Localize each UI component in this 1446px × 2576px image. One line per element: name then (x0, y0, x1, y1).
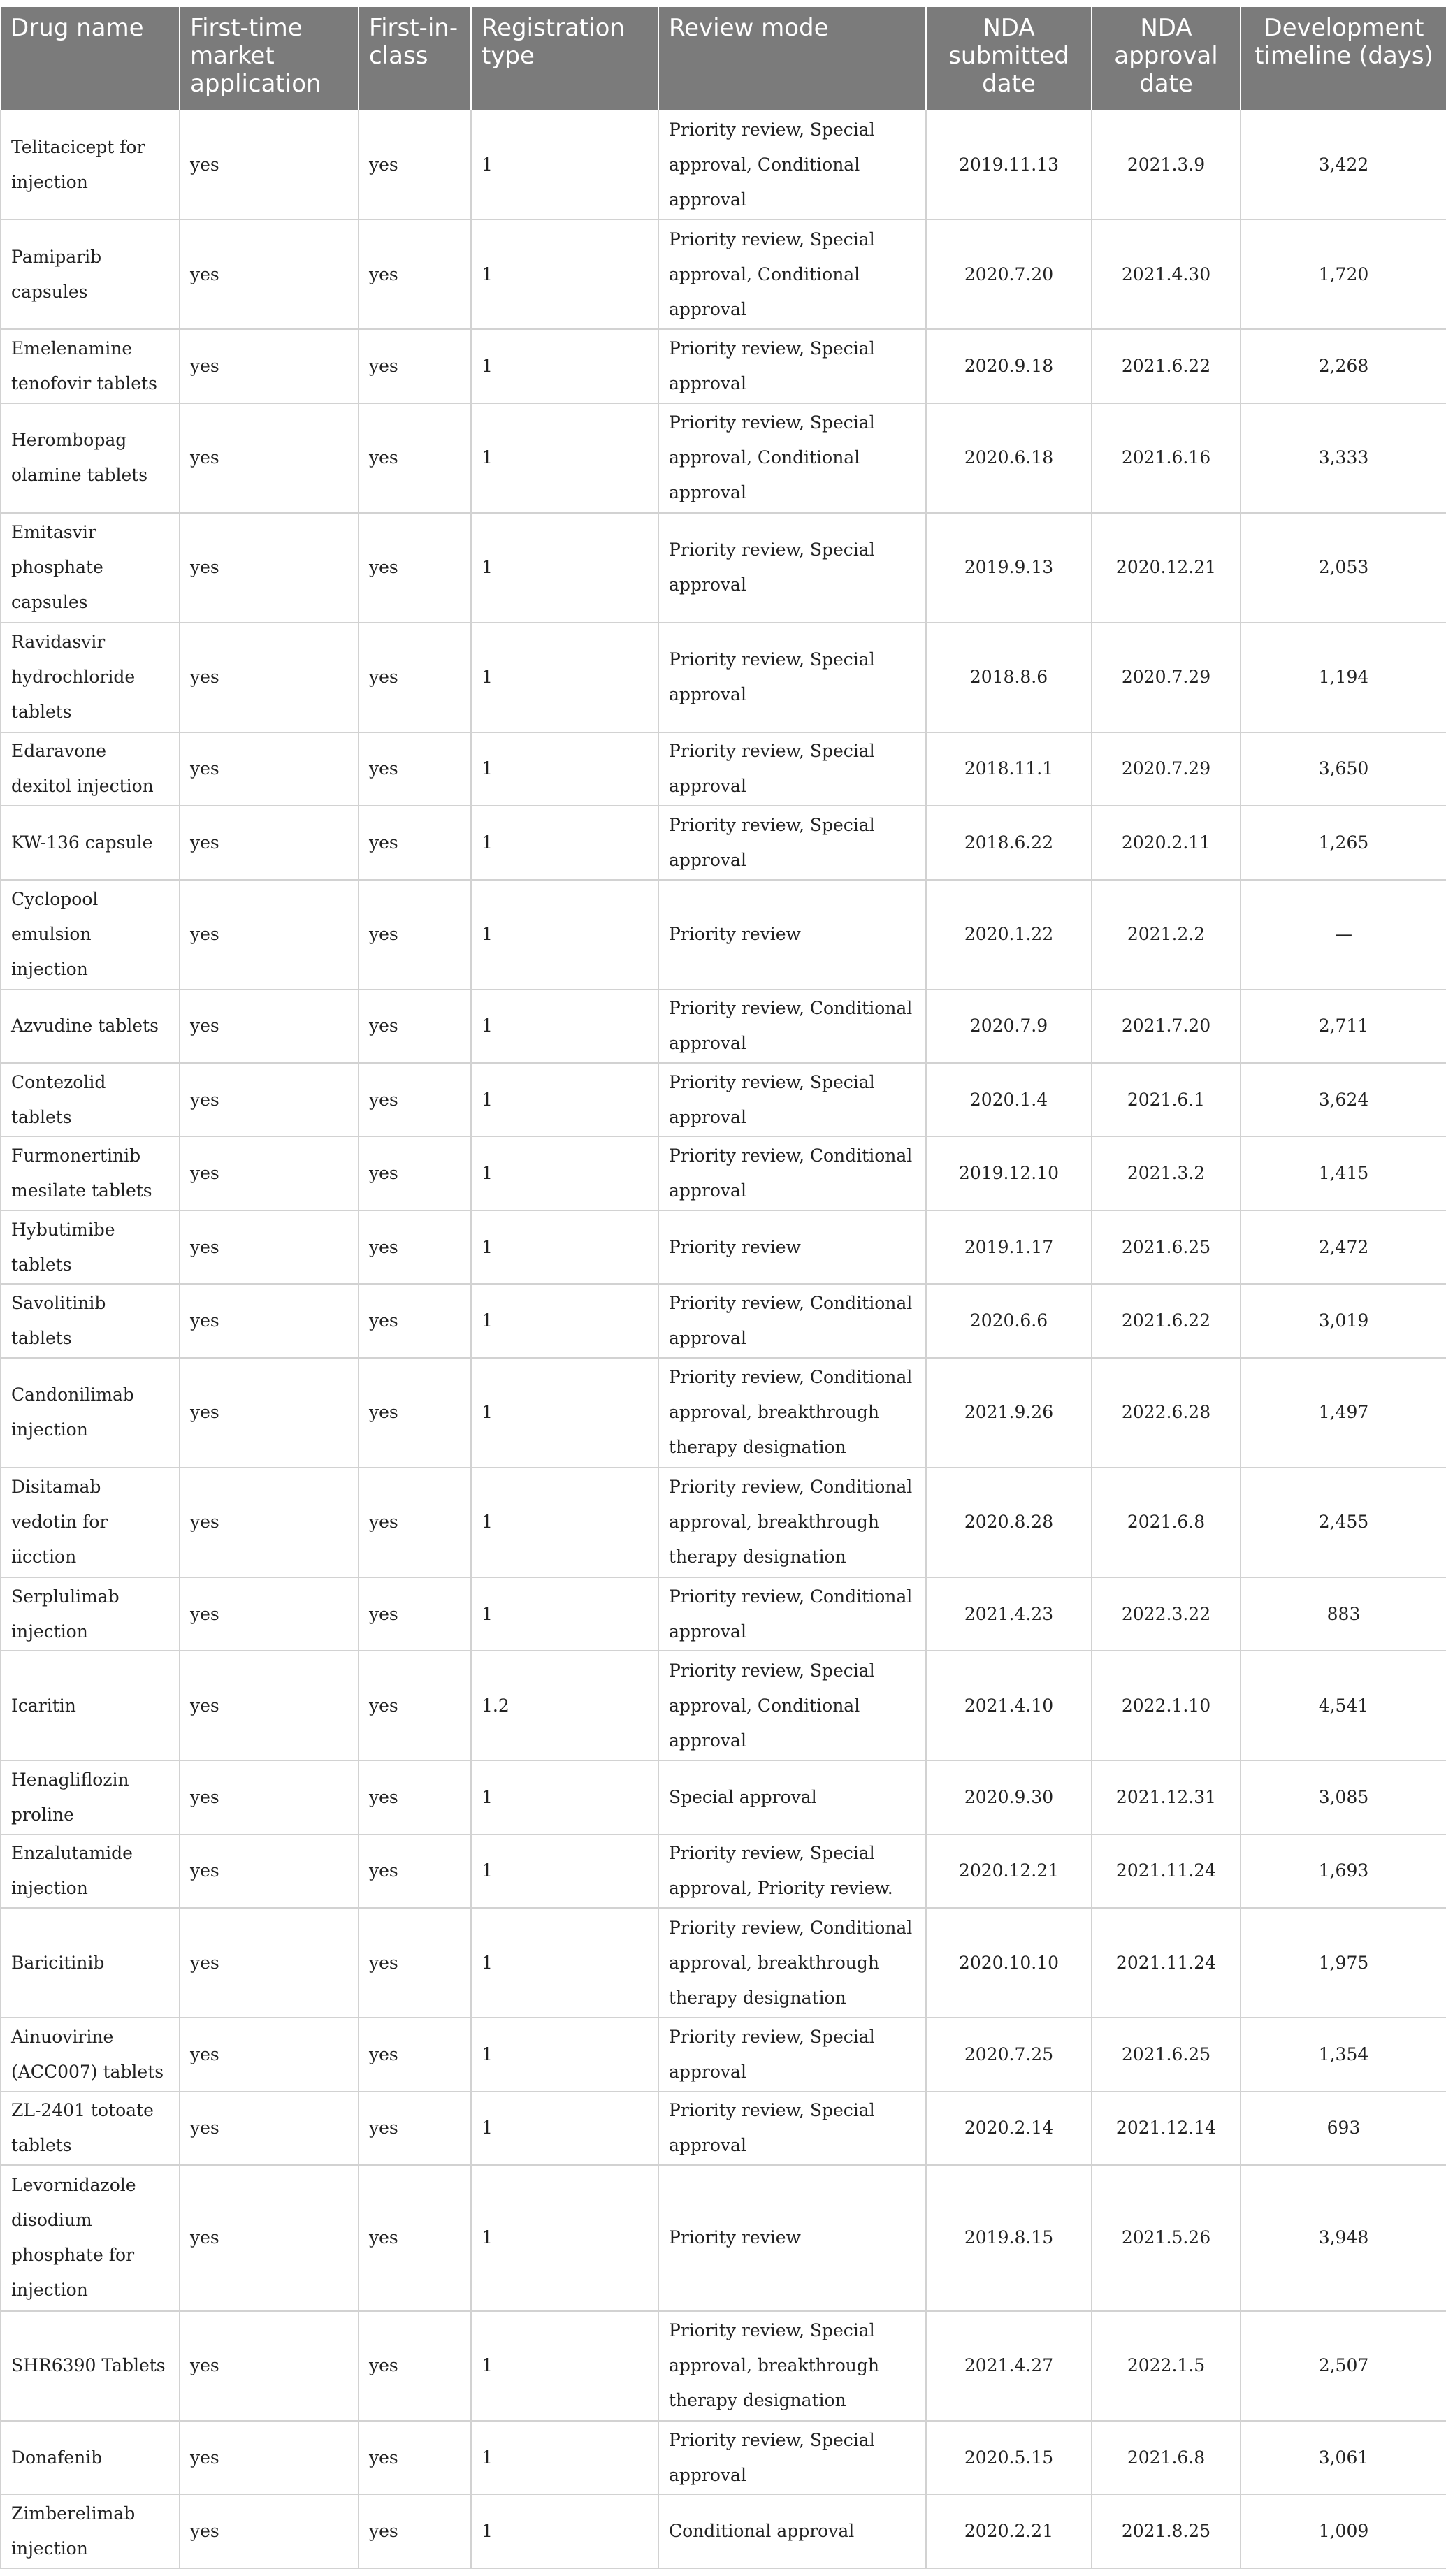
first-time-cell: yes (180, 1468, 359, 1577)
drug-name-cell: Pamiparib capsules (1, 219, 180, 329)
development-timeline-cell: 2,507 (1241, 2311, 1446, 2421)
drug-name-cell: Candonilimab injection (1, 1358, 180, 1468)
drug-name-cell: Donafenib (1, 2421, 180, 2494)
first-in-class-cell: yes (359, 2092, 471, 2165)
registration-type-cell: 1 (471, 2092, 658, 2165)
drug-name-cell: Hybutimibe tablets (1, 1210, 180, 1284)
registration-type-cell: 1 (471, 2311, 658, 2421)
first-in-class-cell: yes (359, 2494, 471, 2568)
development-timeline-cell: 1,194 (1241, 623, 1446, 732)
development-timeline-cell: — (1241, 880, 1446, 990)
first-in-class-cell: yes (359, 403, 471, 513)
registration-type-cell: 1 (471, 219, 658, 329)
drug-name-cell: Icaritin (1, 1651, 180, 1760)
registration-type-cell: 1 (471, 1210, 658, 1284)
nda-approval-cell: 2021.6.22 (1092, 1284, 1241, 1357)
registration-type-cell: 1 (471, 732, 658, 806)
first-in-class-cell: yes (359, 1908, 471, 2018)
development-timeline-cell: 3,019 (1241, 1284, 1446, 1357)
registration-type-cell: 1 (471, 2494, 658, 2568)
nda-approval-cell: 2021.2.2 (1092, 880, 1241, 990)
first-time-cell: yes (180, 2018, 359, 2091)
nda-approval-cell: 2021.6.8 (1092, 2421, 1241, 2494)
first-time-cell: yes (180, 1760, 359, 1834)
development-timeline-cell: 883 (1241, 1577, 1446, 1651)
nda-submitted-cell: 2020.10.10 (926, 1908, 1092, 2018)
development-timeline-cell: 1,720 (1241, 219, 1446, 329)
nda-approval-cell: 2021.4.30 (1092, 219, 1241, 329)
review-mode-cell: Priority review, Conditional approval, breakthrough therapy designation (658, 1468, 926, 1577)
registration-type-cell: 1 (471, 1136, 658, 1210)
table-row (1, 513, 1446, 623)
registration-type-cell: 1 (471, 1760, 658, 1834)
development-timeline-cell: 693 (1241, 2092, 1446, 2165)
nda-approval-cell: 2020.12.21 (1092, 513, 1241, 623)
drug-approval-table (0, 7, 1446, 2569)
nda-submitted-cell: 2020.8.28 (926, 1468, 1092, 1577)
nda-approval-cell: 2022.1.10 (1092, 1651, 1241, 1760)
review-mode-cell: Priority review (658, 880, 926, 990)
nda-submitted-cell: 2021.9.26 (926, 1358, 1092, 1468)
table-row (1, 219, 1446, 329)
header-development-timeline: Development timeline (days) (1241, 7, 1446, 110)
nda-approval-cell: 2021.6.25 (1092, 2018, 1241, 2091)
table-row (1, 2018, 1446, 2091)
drug-name-cell: Telitacicept for injection (1, 110, 180, 219)
first-time-cell: yes (180, 1210, 359, 1284)
nda-submitted-cell: 2018.8.6 (926, 623, 1092, 732)
header-first-in-class: First-in-class (359, 7, 471, 110)
drug-table-container (0, 7, 1446, 2569)
first-in-class-cell: yes (359, 732, 471, 806)
first-in-class-cell: yes (359, 2165, 471, 2311)
development-timeline-cell: 2,711 (1241, 990, 1446, 1063)
table-row (1, 1760, 1446, 1834)
registration-type-cell: 1.2 (471, 1651, 658, 1760)
table-row (1, 2311, 1446, 2421)
registration-type-cell: 1 (471, 1835, 658, 1908)
first-time-cell: yes (180, 1835, 359, 1908)
header-drug-name: Drug name (1, 7, 180, 110)
drug-name-cell: Disitamab vedotin for iicction (1, 1468, 180, 1577)
first-in-class-cell: yes (359, 806, 471, 879)
nda-submitted-cell: 2019.12.10 (926, 1136, 1092, 1210)
nda-approval-cell: 2022.1.5 (1092, 2311, 1241, 2421)
development-timeline-cell: 3,624 (1241, 1063, 1446, 1136)
first-in-class-cell: yes (359, 1358, 471, 1468)
nda-approval-cell: 2021.5.26 (1092, 2165, 1241, 2311)
development-timeline-cell: 3,422 (1241, 110, 1446, 219)
review-mode-cell: Priority review, Special approval (658, 2092, 926, 2165)
first-time-cell: yes (180, 1284, 359, 1357)
table-row (1, 403, 1446, 513)
registration-type-cell: 1 (471, 1063, 658, 1136)
nda-submitted-cell: 2020.6.18 (926, 403, 1092, 513)
table-row (1, 329, 1446, 403)
first-in-class-cell: yes (359, 1136, 471, 1210)
registration-type-cell: 1 (471, 2018, 658, 2091)
nda-submitted-cell: 2020.6.6 (926, 1284, 1092, 1357)
table-row (1, 623, 1446, 732)
table-row (1, 1063, 1446, 1136)
development-timeline-cell: 3,061 (1241, 2421, 1446, 2494)
table-row (1, 1468, 1446, 1577)
development-timeline-cell: 1,497 (1241, 1358, 1446, 1468)
first-time-cell: yes (180, 219, 359, 329)
first-in-class-cell: yes (359, 1651, 471, 1760)
first-in-class-cell: yes (359, 623, 471, 732)
table-row (1, 880, 1446, 990)
first-in-class-cell: yes (359, 1468, 471, 1577)
drug-name-cell: Serplulimab injection (1, 1577, 180, 1651)
nda-submitted-cell: 2020.12.21 (926, 1835, 1092, 1908)
nda-approval-cell: 2021.6.1 (1092, 1063, 1241, 1136)
nda-approval-cell: 2021.7.20 (1092, 990, 1241, 1063)
registration-type-cell: 1 (471, 110, 658, 219)
first-in-class-cell: yes (359, 513, 471, 623)
table-row (1, 2421, 1446, 2494)
header-nda-submitted-date: NDA submitted date (926, 7, 1092, 110)
first-in-class-cell: yes (359, 880, 471, 990)
development-timeline-cell: 1,975 (1241, 1908, 1446, 2018)
first-time-cell: yes (180, 990, 359, 1063)
nda-approval-cell: 2021.6.22 (1092, 329, 1241, 403)
nda-approval-cell: 2021.3.2 (1092, 1136, 1241, 1210)
nda-submitted-cell: 2018.6.22 (926, 806, 1092, 879)
nda-submitted-cell: 2020.9.30 (926, 1760, 1092, 1834)
review-mode-cell: Special approval (658, 1760, 926, 1834)
nda-approval-cell: 2020.2.11 (1092, 806, 1241, 879)
drug-name-cell: Emelenamine tenofovir tablets (1, 329, 180, 403)
review-mode-cell: Priority review, Conditional approval (658, 990, 926, 1063)
review-mode-cell: Priority review (658, 2165, 926, 2311)
review-mode-cell: Priority review, Conditional approval, breakthrough therapy designation (658, 1358, 926, 1468)
drug-name-cell: Enzalutamide injection (1, 1835, 180, 1908)
first-time-cell: yes (180, 732, 359, 806)
table-row (1, 1835, 1446, 1908)
nda-submitted-cell: 2020.1.4 (926, 1063, 1092, 1136)
first-time-cell: yes (180, 329, 359, 403)
first-in-class-cell: yes (359, 1063, 471, 1136)
registration-type-cell: 1 (471, 880, 658, 990)
registration-type-cell: 1 (471, 1908, 658, 2018)
registration-type-cell: 1 (471, 2421, 658, 2494)
first-time-cell: yes (180, 1063, 359, 1136)
nda-submitted-cell: 2020.7.20 (926, 219, 1092, 329)
review-mode-cell: Conditional approval (658, 2494, 926, 2568)
review-mode-cell: Priority review, Special approval (658, 623, 926, 732)
table-row (1, 990, 1446, 1063)
registration-type-cell: 1 (471, 1358, 658, 1468)
table-row (1, 1651, 1446, 1760)
development-timeline-cell: 1,415 (1241, 1136, 1446, 1210)
development-timeline-cell: 2,472 (1241, 1210, 1446, 1284)
first-time-cell: yes (180, 2421, 359, 2494)
registration-type-cell: 1 (471, 623, 658, 732)
first-time-cell: yes (180, 2165, 359, 2311)
first-time-cell: yes (180, 1136, 359, 1210)
header-review-mode: Review mode (658, 7, 926, 110)
development-timeline-cell: 1,354 (1241, 2018, 1446, 2091)
drug-name-cell: Herombopag olamine tablets (1, 403, 180, 513)
drug-name-cell: Baricitinib (1, 1908, 180, 2018)
table-row (1, 806, 1446, 879)
review-mode-cell: Priority review, Special approval (658, 2018, 926, 2091)
development-timeline-cell: 3,650 (1241, 732, 1446, 806)
table-row (1, 1358, 1446, 1468)
table-row (1, 2165, 1446, 2311)
nda-approval-cell: 2022.3.22 (1092, 1577, 1241, 1651)
nda-approval-cell: 2021.6.25 (1092, 1210, 1241, 1284)
drug-name-cell: Zimberelimab injection (1, 2494, 180, 2568)
first-in-class-cell: yes (359, 329, 471, 403)
review-mode-cell: Priority review, Conditional approval (658, 1284, 926, 1357)
header-nda-approval-date: NDA approval date (1092, 7, 1241, 110)
nda-approval-cell: 2021.11.24 (1092, 1835, 1241, 1908)
drug-name-cell: Ravidasvir hydrochloride tablets (1, 623, 180, 732)
review-mode-cell: Priority review, Special approval, Conditional approval (658, 219, 926, 329)
table-row (1, 1210, 1446, 1284)
nda-submitted-cell: 2020.2.14 (926, 2092, 1092, 2165)
drug-name-cell: Savolitinib tablets (1, 1284, 180, 1357)
drug-name-cell: Henagliflozin proline (1, 1760, 180, 1834)
registration-type-cell: 1 (471, 403, 658, 513)
first-time-cell: yes (180, 513, 359, 623)
registration-type-cell: 1 (471, 2165, 658, 2311)
nda-submitted-cell: 2019.11.13 (926, 110, 1092, 219)
drug-name-cell: SHR6390 Tablets (1, 2311, 180, 2421)
review-mode-cell: Priority review, Special approval (658, 1063, 926, 1136)
development-timeline-cell: 4,541 (1241, 1651, 1446, 1760)
first-time-cell: yes (180, 806, 359, 879)
first-in-class-cell: yes (359, 219, 471, 329)
registration-type-cell: 1 (471, 329, 658, 403)
drug-name-cell: Furmonertinib mesilate tablets (1, 1136, 180, 1210)
table-row (1, 732, 1446, 806)
nda-submitted-cell: 2019.8.15 (926, 2165, 1092, 2311)
drug-name-cell: Edaravone dexitol injection (1, 732, 180, 806)
first-in-class-cell: yes (359, 1577, 471, 1651)
nda-approval-cell: 2020.7.29 (1092, 732, 1241, 806)
review-mode-cell: Priority review, Special approval (658, 2421, 926, 2494)
table-row (1, 1908, 1446, 2018)
nda-approval-cell: 2021.6.16 (1092, 403, 1241, 513)
first-in-class-cell: yes (359, 2018, 471, 2091)
registration-type-cell: 1 (471, 806, 658, 879)
review-mode-cell: Priority review, Special approval (658, 329, 926, 403)
review-mode-cell: Priority review, Special approval, breakthrough therapy designation (658, 2311, 926, 2421)
first-time-cell: yes (180, 2092, 359, 2165)
nda-submitted-cell: 2020.5.15 (926, 2421, 1092, 2494)
development-timeline-cell: 1,265 (1241, 806, 1446, 879)
first-in-class-cell: yes (359, 2311, 471, 2421)
drug-name-cell: KW-136 capsule (1, 806, 180, 879)
nda-submitted-cell: 2019.1.17 (926, 1210, 1092, 1284)
first-in-class-cell: yes (359, 1835, 471, 1908)
drug-name-cell: Cyclopool emulsion injection (1, 880, 180, 990)
registration-type-cell: 1 (471, 513, 658, 623)
drug-name-cell: Levornidazole disodium phosphate for injection (1, 2165, 180, 2311)
review-mode-cell: Priority review, Special approval, Conditional approval (658, 110, 926, 219)
development-timeline-cell: 2,053 (1241, 513, 1446, 623)
first-in-class-cell: yes (359, 1210, 471, 1284)
review-mode-cell: Priority review, Special approval, Priority review. (658, 1835, 926, 1908)
drug-name-cell: Contezolid tablets (1, 1063, 180, 1136)
nda-approval-cell: 2021.6.8 (1092, 1468, 1241, 1577)
nda-approval-cell: 2021.8.25 (1092, 2494, 1241, 2568)
registration-type-cell: 1 (471, 1577, 658, 1651)
nda-submitted-cell: 2020.1.22 (926, 880, 1092, 990)
nda-submitted-cell: 2019.9.13 (926, 513, 1092, 623)
review-mode-cell: Priority review, Special approval (658, 732, 926, 806)
nda-submitted-cell: 2018.11.1 (926, 732, 1092, 806)
table-row (1, 110, 1446, 219)
nda-approval-cell: 2021.3.9 (1092, 110, 1241, 219)
nda-submitted-cell: 2021.4.10 (926, 1651, 1092, 1760)
first-time-cell: yes (180, 1908, 359, 2018)
table-row (1, 1577, 1446, 1651)
review-mode-cell: Priority review, Special approval, Conditional approval (658, 1651, 926, 1760)
review-mode-cell: Priority review, Special approval (658, 513, 926, 623)
table-body (1, 110, 1446, 2568)
development-timeline-cell: 1,009 (1241, 2494, 1446, 2568)
nda-submitted-cell: 2020.2.21 (926, 2494, 1092, 2568)
table-row (1, 1284, 1446, 1357)
nda-approval-cell: 2021.11.24 (1092, 1908, 1241, 2018)
drug-name-cell: Ainuovirine (ACC007) tablets (1, 2018, 180, 2091)
first-time-cell: yes (180, 623, 359, 732)
first-in-class-cell: yes (359, 1284, 471, 1357)
nda-submitted-cell: 2021.4.27 (926, 2311, 1092, 2421)
review-mode-cell: Priority review, Special approval, Conditional approval (658, 403, 926, 513)
drug-name-cell: ZL-2401 totoate tablets (1, 2092, 180, 2165)
table-row (1, 2494, 1446, 2568)
review-mode-cell: Priority review (658, 1210, 926, 1284)
first-time-cell: yes (180, 1651, 359, 1760)
header-first-time-market-application: First-time market application (180, 7, 359, 110)
header-registration-type: Registration type (471, 7, 658, 110)
nda-approval-cell: 2021.12.14 (1092, 2092, 1241, 2165)
drug-name-cell: Emitasvir phosphate capsules (1, 513, 180, 623)
drug-name-cell: Azvudine tablets (1, 990, 180, 1063)
registration-type-cell: 1 (471, 990, 658, 1063)
first-time-cell: yes (180, 880, 359, 990)
nda-approval-cell: 2022.6.28 (1092, 1358, 1241, 1468)
development-timeline-cell: 2,455 (1241, 1468, 1446, 1577)
first-time-cell: yes (180, 2311, 359, 2421)
nda-approval-cell: 2021.12.31 (1092, 1760, 1241, 1834)
nda-submitted-cell: 2020.7.25 (926, 2018, 1092, 2091)
development-timeline-cell: 2,268 (1241, 329, 1446, 403)
development-timeline-cell: 1,693 (1241, 1835, 1446, 1908)
nda-submitted-cell: 2020.9.18 (926, 329, 1092, 403)
nda-submitted-cell: 2021.4.23 (926, 1577, 1092, 1651)
review-mode-cell: Priority review, Special approval (658, 806, 926, 879)
review-mode-cell: Priority review, Conditional approval (658, 1136, 926, 1210)
review-mode-cell: Priority review, Conditional approval, breakthrough therapy designation (658, 1908, 926, 2018)
table-header-row (1, 7, 1446, 110)
first-in-class-cell: yes (359, 2421, 471, 2494)
first-time-cell: yes (180, 1358, 359, 1468)
development-timeline-cell: 3,948 (1241, 2165, 1446, 2311)
review-mode-cell: Priority review, Conditional approval (658, 1577, 926, 1651)
first-in-class-cell: yes (359, 990, 471, 1063)
first-time-cell: yes (180, 1577, 359, 1651)
first-time-cell: yes (180, 2494, 359, 2568)
nda-approval-cell: 2020.7.29 (1092, 623, 1241, 732)
first-in-class-cell: yes (359, 1760, 471, 1834)
registration-type-cell: 1 (471, 1468, 658, 1577)
table-row (1, 2092, 1446, 2165)
first-in-class-cell: yes (359, 110, 471, 219)
registration-type-cell: 1 (471, 1284, 658, 1357)
development-timeline-cell: 3,333 (1241, 403, 1446, 513)
table-row (1, 1136, 1446, 1210)
development-timeline-cell: 3,085 (1241, 1760, 1446, 1834)
first-time-cell: yes (180, 110, 359, 219)
nda-submitted-cell: 2020.7.9 (926, 990, 1092, 1063)
first-time-cell: yes (180, 403, 359, 513)
